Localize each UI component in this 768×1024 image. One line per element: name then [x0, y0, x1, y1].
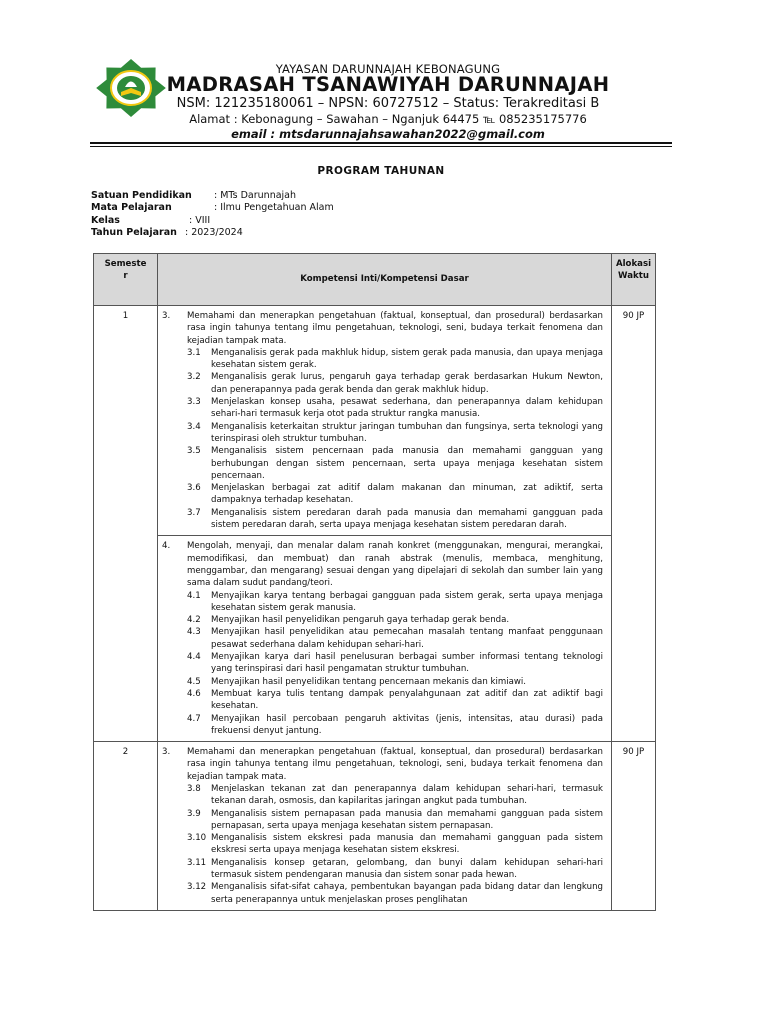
header-semester-line1: Semeste: [104, 259, 147, 269]
kd-number: 3.7: [187, 507, 201, 518]
header-alokasi-line2: Waktu: [618, 271, 649, 282]
header-alokasi-line1: Alokasi: [615, 259, 652, 269]
table-row: [94, 742, 656, 911]
kd-text: Menganalisis konsep getaran, gelombang, dan bunyi dalam kehidupan sehari-hari termasuk sistem pendengaran manusia dan sistem sonar pada hewan.: [211, 857, 603, 881]
kd-item: [162, 808, 603, 833]
kd-item: [162, 482, 603, 507]
school-email: email : mtsdarunnajahsawahan2022@gmail.com: [231, 127, 545, 141]
kd-item: [162, 676, 603, 688]
kompetensi-cell: [158, 306, 612, 536]
kd-item: [162, 507, 603, 532]
kd-number: 4.1: [187, 590, 201, 601]
kd-item: [162, 590, 603, 615]
kd-text: Menyajikan karya tentang berbagai gangguan pada sistem gerak, serta upaya menjaga kesehatan sistem gerak manusia.: [211, 590, 603, 613]
kd-text: Menyajikan hasil penyelidikan tentang pencernaan mekanis dan kimiawi.: [211, 676, 527, 687]
kd-item: [162, 832, 603, 857]
kd-number: 4.7: [187, 713, 201, 724]
info-row: [91, 226, 243, 239]
info-label: Satuan Pendidikan: [91, 190, 192, 201]
table-header-row: [94, 254, 656, 306]
kd-number: 3.3: [187, 397, 201, 408]
semester-cell: 2: [94, 742, 158, 911]
kd-item: [162, 857, 603, 882]
kd-text: Menganalisis sistem pernapasan pada manusia dan memahami gangguan pada sistem pernapasan, serta upaya menjaga kesehatan sistem pernapasan.: [211, 808, 603, 831]
school-address: Alamat : Kebonagung – Sawahan – Nganjuk 64475 ℡ 085235175776: [189, 112, 587, 126]
ki-number: 4.: [162, 541, 171, 552]
kd-number: 3.11: [187, 857, 207, 868]
ki-item: [162, 540, 603, 589]
info-value: : MTs Darunnajah: [214, 190, 297, 201]
program-table: [93, 253, 656, 911]
alokasi-cell: 90 JP: [612, 742, 656, 911]
kd-item: [162, 445, 603, 482]
kd-text: Menganalisis sistem ekskresi pada manusia dan memahami gangguan pada sistem ekskresi serta upaya menjaga kesehatan sistem ekskresi.: [211, 833, 603, 856]
kd-item: [162, 347, 603, 372]
kd-item: [162, 396, 603, 421]
kd-text: Menganalisis gerak pada makhluk hidup, sistem gerak pada manusia, dan upaya menjaga kesehatan sistem gerak.: [211, 347, 603, 371]
kd-text: Membuat karya tulis tentang dampak penyalahgunaan zat aditif dan zat adiktif bagi kesehatan.: [211, 688, 603, 712]
ki-number: 3.: [162, 747, 171, 758]
kompetensi-cell: [158, 536, 612, 742]
kd-number: 3.8: [187, 783, 201, 794]
kd-text: Menjelaskan tekanan zat dan penerapannya dalam kehidupan sehari-hari, termasuk tekanan darah, osmosis, dan kapilaritas jaringan angkut pada tumbuhan.: [211, 783, 603, 807]
kd-item: [162, 713, 603, 738]
ki-item: [162, 746, 603, 783]
info-label: Kelas: [91, 214, 120, 226]
kd-number: 3.9: [187, 808, 201, 819]
kd-number: 4.3: [187, 627, 201, 638]
info-value: : Ilmu Pengetahuan Alam: [214, 202, 334, 214]
kd-number: 4.5: [187, 676, 201, 687]
header-kompetensi: Kompetensi Inti/Kompetensi Dasar: [158, 254, 612, 306]
kd-item: [162, 626, 603, 651]
kd-text: Menyajikan hasil penyelidikan atau pemecahan masalah tentang manfaat penggunaan pesawat sederhana dalam kehidupan sehari-hari.: [211, 627, 603, 650]
info-row: [91, 214, 211, 227]
header-alokasi: [612, 254, 656, 306]
school-registration: NSM: 121235180061 – NPSN: 60727512 – Status: Terakreditasi B: [176, 96, 600, 111]
kd-text: Menganalisis sistem pencernaan pada manusia dan memahami gangguan yang berhubungan dengan sistem pencernaan, serta upaya menjaga kesehatan sistem pencernaan.: [211, 446, 603, 481]
kd-number: 3.5: [187, 446, 201, 457]
header-semester-line2: r: [123, 271, 128, 282]
document-info: [91, 190, 334, 239]
ki-item: [162, 310, 603, 347]
foundation-name: YAYASAN DARUNNAJAH KEBONAGUNG: [275, 62, 501, 76]
ki-text: Memahami dan menerapkan pengetahuan (faktual, konseptual, dan prosedural) berdasarkan rasa ingin tahunya tentang ilmu pengetahuan, teknologi, seni, budaya terkait fenomena dan kejadian tampak mata.: [187, 311, 603, 346]
school-name: MADRASAH TSANAWIYAH DARUNNAJAH: [166, 73, 610, 96]
ki-text: Memahami dan menerapkan pengetahuan (faktual, konseptual, dan prosedural) berdasarkan rasa ingin tahunya tentang ilmu pengetahuan, teknologi, seni, budaya terkait fenomena dan kejadian tampak mata.: [187, 747, 603, 782]
kd-item: [162, 614, 603, 626]
header-divider-thin: [90, 146, 672, 147]
kd-number: 4.2: [187, 615, 201, 626]
info-row: [91, 190, 297, 202]
kd-number: 3.4: [187, 421, 201, 432]
kd-item: [162, 688, 603, 713]
ki-number: 3.: [162, 311, 171, 321]
info-value: : VIII: [189, 214, 211, 226]
kd-text: Menganalisis sistem peredaran darah pada manusia dan memahami gangguan pada sistem peredaran darah, serta upaya menjaga kesehatan sistem peredaran darah.: [211, 507, 603, 531]
school-logo-icon: [94, 58, 168, 118]
info-row: [91, 202, 334, 214]
semester-cell: 1: [94, 306, 158, 742]
kd-number: 3.6: [187, 483, 201, 494]
kd-text: Menjelaskan konsep usaha, pesawat sederhana, dan penerapannya dalam kehidupan sehari-hari termasuk kerja otot pada struktur rangka manusia.: [211, 397, 603, 420]
ki-text: Mengolah, menyaji, dan menalar dalam ranah konkret (menggunakan, mengurai, merangkai, memodifikasi, dan membuat) dan ranah abstrak (menulis, membaca, menghitung, menggambar, dan mengarang) sesuai dengan yang dipelajari di sekolah dan sumber lain yang sama dalam sudut pandang/teori.: [187, 541, 603, 589]
header-semester: [94, 254, 158, 306]
table-row: [94, 306, 656, 536]
kd-number: 3.12: [187, 882, 207, 893]
kd-text: Menganalisis sifat-sifat cahaya, pembentukan bayangan pada bidang datar dan lengkung serta penerapannya untuk menjelaskan proses penglihatan: [211, 882, 603, 905]
kd-number: 3.1: [187, 347, 201, 358]
info-label: Tahun Pelajaran: [91, 226, 177, 238]
table-row: [94, 536, 656, 742]
info-label: Mata Pelajaran: [91, 202, 172, 214]
kd-number: 3.2: [187, 372, 201, 383]
alokasi-cell: 90 JP: [612, 306, 656, 742]
info-value: : 2023/2024: [185, 226, 243, 238]
kd-item: [162, 651, 603, 676]
document-title: PROGRAM TAHUNAN: [317, 165, 445, 177]
kompetensi-cell: [158, 742, 612, 911]
kd-text: Menyajikan hasil penyelidikan pengaruh gaya terhadap gerak benda.: [211, 615, 510, 626]
kd-text: Menganalisis gerak lurus, pengaruh gaya terhadap gerak berdasarkan Hukum Newton, dan penerapannya pada gerak benda dan gerak makhluk hidup.: [211, 372, 603, 395]
kd-text: Menyajikan hasil percobaan pengaruh aktivitas (jenis, intensitas, atau durasi) pada frekuensi denyut jantung.: [211, 713, 603, 736]
header-divider-thick: [90, 142, 672, 144]
kd-item: [162, 371, 603, 396]
kd-text: Menganalisis keterkaitan struktur jaringan tumbuhan dan fungsinya, serta teknologi yang terinspirasi oleh struktur tumbuhan.: [211, 421, 603, 444]
kd-item: [162, 783, 603, 808]
kd-item: [162, 881, 603, 906]
kd-number: 3.10: [187, 833, 207, 844]
kd-number: 4.4: [187, 652, 201, 663]
kd-number: 4.6: [187, 688, 201, 699]
kd-text: Menyajikan karya dari hasil penelusuran berbagai sumber informasi tentang teknologi yang terinspirasi dari hasil pengamatan struktur tumbuhan.: [211, 652, 603, 675]
kd-text: Menjelaskan berbagai zat aditif dalam makanan dan minuman, zat adiktif, serta dampaknya terhadap kesehatan.: [211, 483, 603, 506]
kd-item: [162, 421, 603, 446]
